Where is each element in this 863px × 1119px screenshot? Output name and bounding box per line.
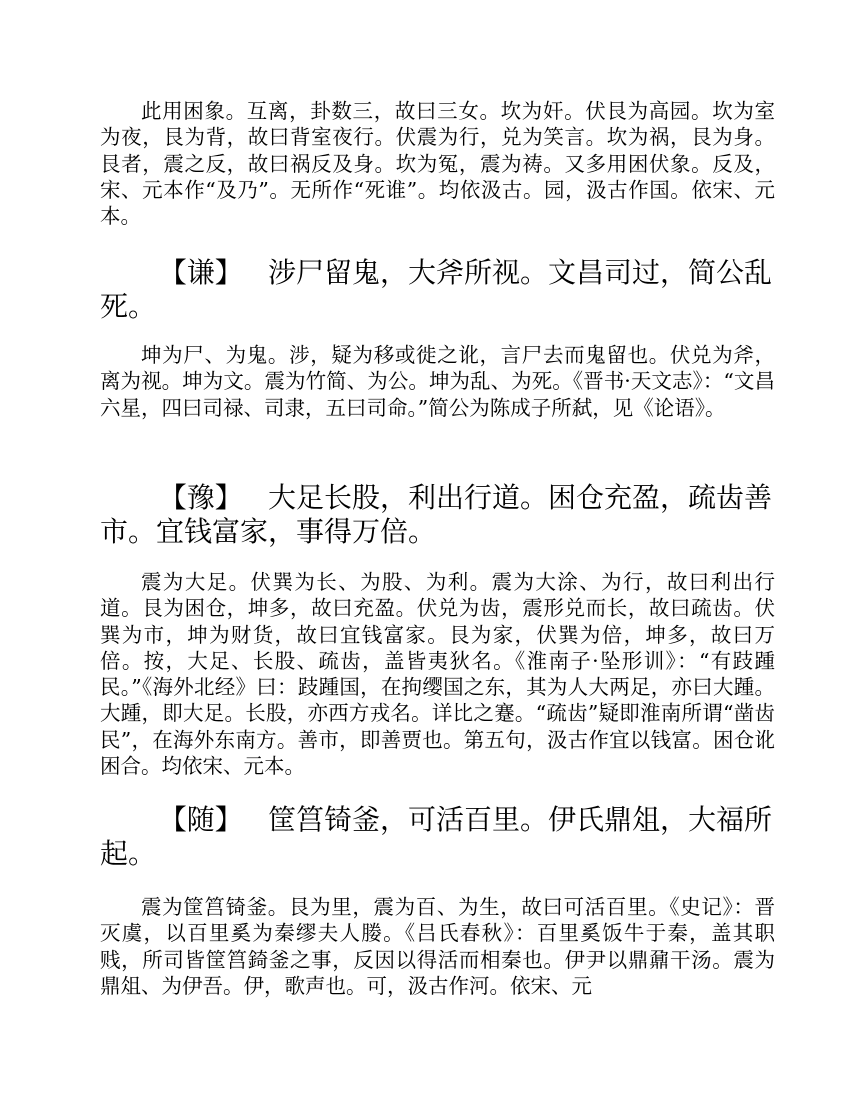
- commentary-block-2: [100, 342, 775, 421]
- commentary-paragraph: 坤为尸、为鬼。涉，疑为移或徙之讹，言尸去而鬼留也。伏兑为斧，离为视。坤为文。震为竹简、为公。坤为乱、为死。《晋书·天文志》：“文昌六星，四曰司禄、司隶，五曰司命。”简公为陈成子所弑，见《论语》。: [100, 343, 775, 420]
- entry-yu: [100, 481, 775, 548]
- commentary-paragraph: 震为筐筥锜釜。艮为里，震为百、为生，故曰可活百里。《史记》：晋灭虞，以百里奚为秦缪夫人媵。《吕氏春秋》：百里奚饭牛于秦，盖其职贱，所司皆筐筥錡釜之事，反因以得活而相秦也。伊尹以鼎鼐干汤。震为鼎俎、为伊吾。伊，歌声也。可，汲古作河。依宋、元: [100, 895, 775, 998]
- commentary-block-4: [100, 894, 775, 999]
- commentary-paragraph: 震为大足。伏巽为长、为股、为利。震为大涂、为行，故曰利出行道。艮为困仓，坤多，故曰充盈。伏兑为齿，震形兑而长，故曰疏齿。伏巽为市，坤为财货，故曰宜钱富家。艮为家，伏巽为倍，坤多，故曰万倍。按，大足、长股、疏齿，盖皆夷狄名。《淮南子·坠形训》：“有跂踵民。”《海外北经》曰：跂踵国，在拘缨国之东，其为人大两足，亦曰大踵。大踵，即大足。长股，亦西方戎名。详比之蹇。“疏齿”疑即淮南所谓“凿齿民”，在海外东南方。善市，即善贾也。第五句，汲古作宜以钱富。困仓讹困合。均依宋、元本。: [100, 570, 775, 779]
- verse-text: 大足长股，利出行道。困仓充盈，疏齿善市。宜钱富家，事得万倍。: [100, 481, 773, 548]
- hexagram-name: 【豫】: [158, 481, 243, 514]
- verse-text: 涉尸留鬼，大斧所视。文昌司过，简公乱死。: [100, 256, 773, 323]
- entry-sui: [100, 803, 775, 870]
- verse-line: [100, 256, 775, 323]
- commentary-paragraph: 此用困象。互离，卦数三，故曰三女。坎为奸。伏艮为高园。坎为室为夜，艮为背，故曰背室夜行。伏震为行，兑为笑言。坎为祸，艮为身。艮者，震之反，故曰祸反及身。坎为冤，震为祷。又多用困伏象。反及，宋、元本作“及乃”。无所作“死谁”。均依汲古。园，汲古作国。依宋、元本。: [100, 99, 775, 229]
- commentary-block-3: [100, 569, 775, 779]
- verse-line: [100, 481, 775, 548]
- verse-line: [100, 803, 775, 870]
- entry-qian: [100, 256, 775, 323]
- commentary-block-1: [100, 98, 775, 229]
- verse-text: 筐筥锜釜，可活百里。伊氏鼎俎，大福所起。: [100, 803, 773, 870]
- hexagram-name: 【谦】: [158, 256, 243, 289]
- hexagram-name: 【随】: [158, 803, 243, 836]
